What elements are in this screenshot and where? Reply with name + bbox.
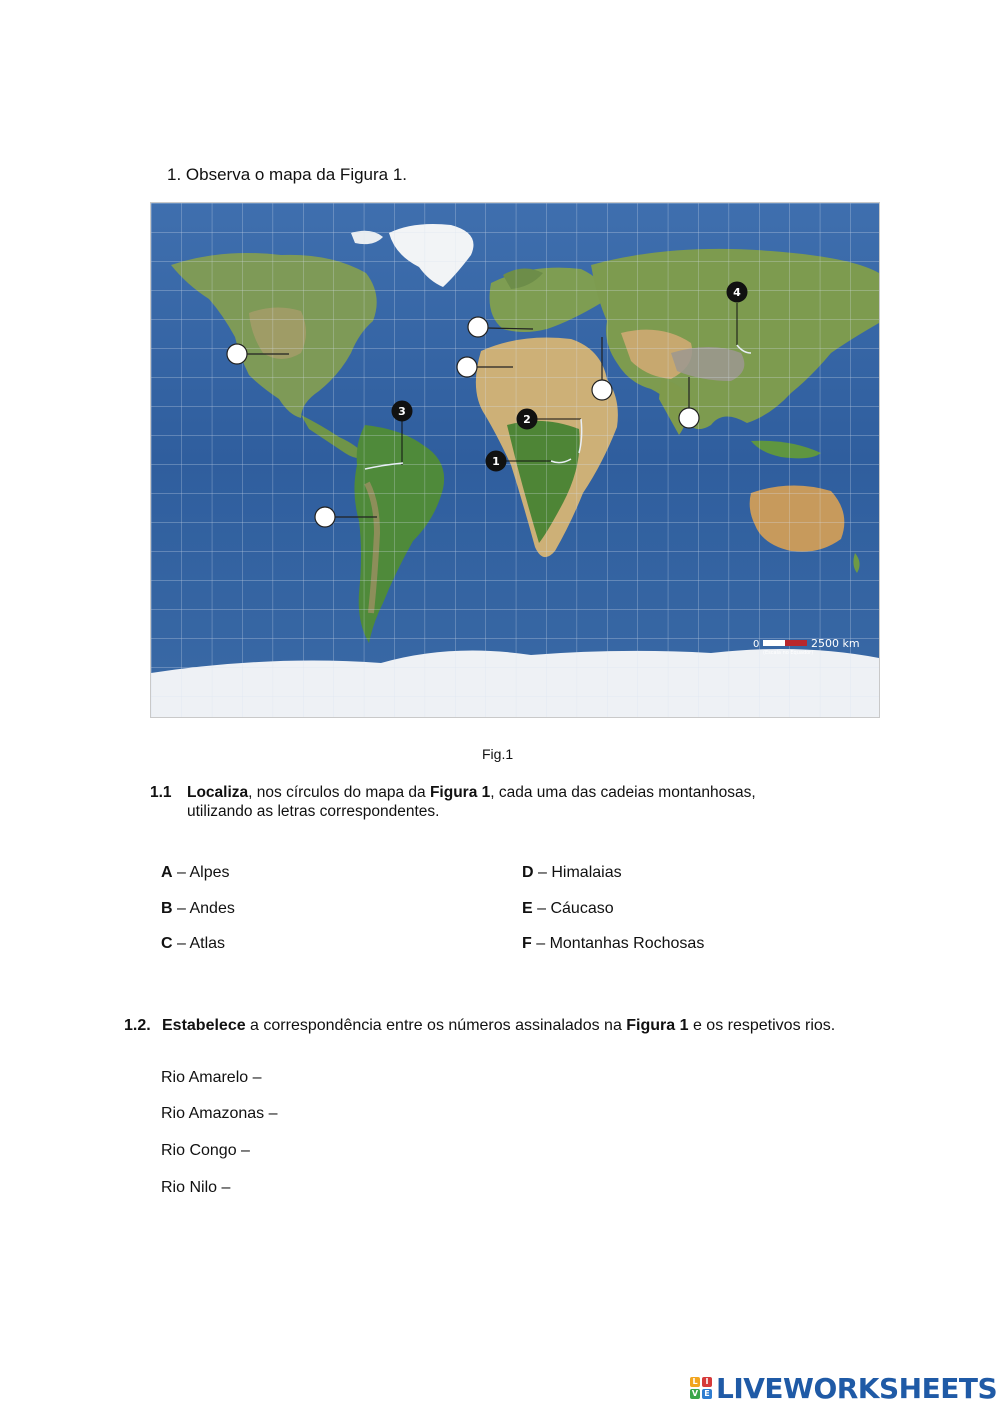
question-1-1-text: Localiza, nos círculos do mapa da Figura 1, cada uma das cadeias montanhosas, utilizando as letras correspondentes. — [187, 784, 756, 820]
option-e: E – Cáucaso — [522, 900, 614, 917]
river-item-amazonas: Rio Amazonas – — [161, 1105, 278, 1122]
river-item-nilo: Rio Nilo – — [161, 1179, 231, 1196]
option-c: C – Atlas — [161, 935, 226, 952]
mountain-circle-andes[interactable] — [315, 507, 335, 527]
option-b: B – Andes — [161, 900, 235, 917]
logo-mark-icon: L I V E — [690, 1377, 712, 1399]
scale-note: (Escala no Equador) — [763, 650, 814, 656]
question-1-2: 1.2. Estabelece a correspondência entre os números assinalados na Figura 1 e os respetivos rios. — [124, 1017, 836, 1034]
mountain-circle-caucasus[interactable] — [592, 380, 612, 400]
option-f: F – Montanhas Rochosas — [522, 935, 705, 952]
figure-caption: Fig.1 — [482, 746, 514, 762]
option-d: D – Himalaias — [522, 864, 622, 881]
question-1-1-number: 1.1 — [150, 784, 172, 801]
question-1-title: 1. Observa o mapa da Figura 1. — [167, 165, 408, 184]
river-marker-3-label: 3 — [398, 405, 406, 418]
river-marker-1-label: 1 — [492, 455, 500, 468]
scale-label: 2500 km — [811, 637, 860, 650]
question-1-1-verb: Localiza — [187, 784, 249, 801]
scale-zero: 0 — [753, 639, 760, 650]
mountain-circle-rockies[interactable] — [227, 344, 247, 364]
mountain-circle-alps[interactable] — [468, 317, 488, 337]
river-item-amarelo: Rio Amarelo – — [161, 1069, 262, 1086]
logo-text: LIVEWORKSHEETS — [716, 1371, 998, 1405]
question-1-2-number: 1.2. — [124, 1017, 151, 1034]
mountain-circle-atlas[interactable] — [457, 357, 477, 377]
river-item-congo: Rio Congo – — [161, 1142, 250, 1159]
mountain-circle-himalayas[interactable] — [679, 408, 699, 428]
liveworksheets-logo — [690, 1372, 997, 1404]
world-map — [150, 202, 880, 718]
option-a: A – Alpes — [161, 864, 230, 881]
river-marker-4-label: 4 — [733, 286, 741, 299]
river-marker-2-label: 2 — [523, 413, 531, 426]
